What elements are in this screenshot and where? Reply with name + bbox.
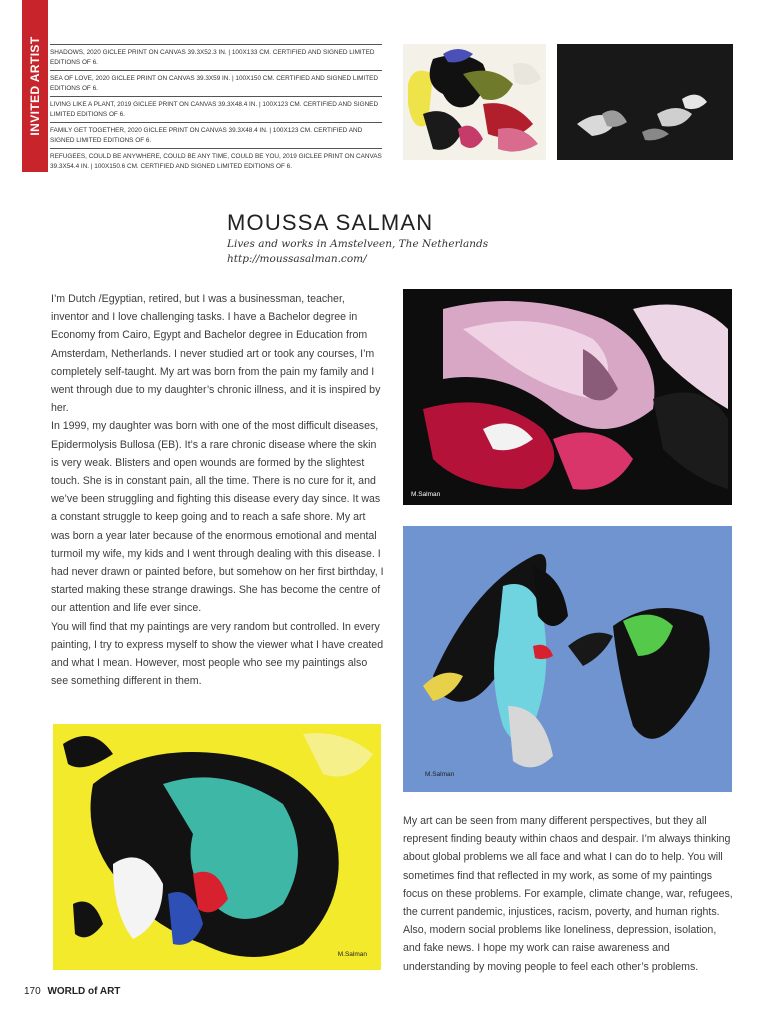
artist-location: Lives and works in Amstelveen, The Netherlands [227, 238, 489, 250]
paragraph-daughter: In 1999, my daughter was born with one of the most difficult diseases, Epidermolysis Bullosa (EB). It’s a rare chronic disease where the skin is very weak. Blisters and open wounds are formed by the slightest touch. She is in constant pain, all the time. There is no cure for it, and we’ve been struggling and fighting this disease every day since. It was a constant struggle to keep going and to reach a safe shore. My art was born a year later because of the enormous emotional and mental turmoil my wife, my kids and I went through dealing with this disease. I had never drawn or painted before, but somehow on her first birthday, I started making these strange drawings. She has become the centre of our attention and life ever since. [51, 420, 384, 615]
artwork-thumbnail-sea-of-love [557, 44, 733, 160]
caption-sea-of-love: SEA OF LOVE, 2020 GICLEE PRINT ON CANVAS 39.3X59 IN. | 100X150 CM. CERTIFIED AND SIGNED LIMITED EDITIONS OF 6. [50, 71, 382, 97]
artwork-large-yellow [53, 724, 381, 970]
artwork-large-pink [403, 289, 732, 505]
artwork-signature: M.Salman [425, 771, 455, 778]
artist-subtitle [227, 237, 488, 267]
caption-living-like-a-plant: LIVING LIKE A PLANT, 2019 GICLEE PRINT ON CANVAS 39.3X48.4 IN. | 100X123 CM. CERTIFIED AND SIGNED LIMITED EDITIONS OF 6. [50, 97, 382, 123]
paragraph-intro: I’m Dutch /Egyptian, retired, but I was a businessman, teacher, inventor and I love challenging tasks. I have a Bachelor degree in Economy from Cairo, Egypt and Bachelor degree in Education from Amsterdam, Netherlands. I never studied art or took any courses, I’m completely self-taught. My art was born from the pain my family and I went through due to my daughter’s chronic illness, and it is inspired by her. [51, 293, 381, 415]
artwork-captions [50, 44, 382, 174]
artist-website[interactable]: http://moussasalman.com/ [227, 253, 367, 265]
artwork-thumbnail-shadows [403, 44, 546, 160]
body-text-left [51, 290, 385, 690]
caption-refugees: REFUGEES, COULD BE ANYWHERE, COULD BE ANY TIME, COULD BE YOU, 2019 GICLEE PRINT ON CANVAS 39.3X54.4 IN. | 100X150.6 CM. CERTIFIED AND SIGNED LIMITED EDITIONS OF 6. [50, 153, 382, 170]
artwork-signature: M.Salman [411, 491, 441, 498]
caption-family-get-together: FAMILY GET TOGETHER, 2020 GICLEE PRINT ON CANVAS 39.3X48.4 IN. | 100X123 CM. CERTIFIED AND SIGNED LIMITED EDITIONS OF 6. [50, 123, 382, 149]
paragraph-paintings: You will find that my paintings are very random but controlled. In every painting, I try to express myself to show the viewer what I have created and what I mean. However, most people who see my paintings also see something different in them. [51, 620, 384, 688]
page-number: 170 [24, 986, 41, 997]
artist-name: MOUSSA SALMAN [227, 210, 434, 235]
artwork-signature: M.Salman [337, 951, 367, 958]
artwork-large-blue [403, 526, 732, 792]
body-text-right: My art can be seen from many different perspectives, but they all represent finding beauty within chaos and despair. I’m always thinking about global problems we all face and what I can do to help. You will sometimes find that reflected in my work, as some of my paintings focus on these problems. For example, climate change, war, refugees, the current pandemic, injustices, racism, poverty, and human rights. Also, modern social problems like loneliness, depression, isolation, and fake news. I hope my work can raise awareness and understanding by moving people to feel each other’s problems. [403, 815, 733, 973]
page-footer [24, 986, 120, 997]
section-tab [22, 0, 48, 172]
caption-shadows: SHADOWS, 2020 GICLEE PRINT ON CANVAS 39.3X52.3 IN. | 100X133 CM. CERTIFIED AND SIGNED LIMITED EDITIONS OF 6. [50, 45, 382, 71]
section-tab-label: INVITED ARTIST [28, 36, 42, 136]
magazine-title: WORLD of ART [47, 986, 121, 997]
